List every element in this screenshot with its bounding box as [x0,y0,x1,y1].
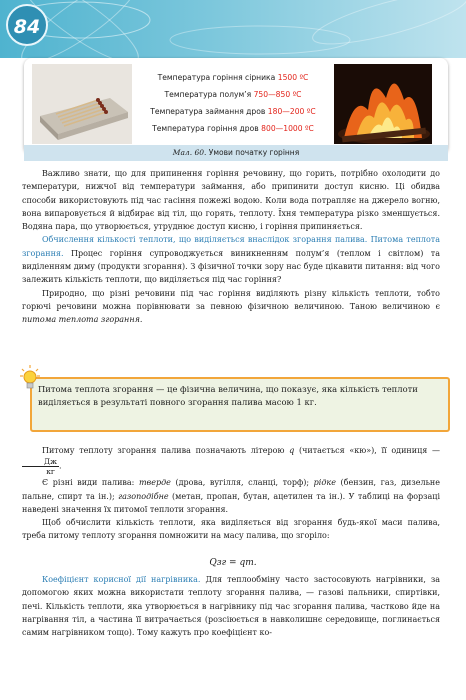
body-text-lower [22,444,440,543]
page-number: 84 [6,4,48,46]
temp-line-flame: Температура полум’я 750—850 ºС [164,90,302,99]
temperature-list [134,69,332,137]
unit-fraction: $\frac{Дж}{кг}$ [22,457,59,476]
paragraph-extinguishing: Важливо знати, що для припинення горіння речовину, що горить, потрібно охолодити до температури, нижчої від температури займання, або припинити доступ кисню. Ці обидва способи використовують під час гасіння пожежі водою. Коли вода потрапляє на джерело вогню, вона випаровується й відбирає від тіл, що горять, теплоту. Їхня температура різко зменшується. Водяна пара, що утворюється, утруднює доступ кисню, і горіння припиняється. [22,169,440,232]
definition-box [22,377,450,432]
matches-photo [32,64,132,144]
body-text-upper [22,167,440,327]
atom-pattern-decoration [0,0,466,58]
temp-line-wood: Температура горіння дров 800—1000 ºС [152,124,314,133]
section-heading-efficiency: Коефіцієнт корисної дії нагрівника. [42,575,201,584]
paragraph-heat-combustion: Обчислення кількості теплоти, що виділяється внаслідок згорання палива. Питома теплота згорання. Процес горіння супроводжується виникненням полум’я (теплом і світлом) та виділенням диму (продукти згорання). З фізичної точки зору нас буде цікавити питання: від чого залежить кількість теплоти, що виділяється під час горіння? [22,235,440,285]
fire-photo [334,64,432,144]
paragraph-different-substances: Природно, що різні речовини під час горіння виділяють різну кількість теплоти, тобто горючі речовини можна порівнювати за певною фізичною величиною. Таною величиною є питома теплота згорання. [22,288,440,325]
header-band [0,0,466,58]
paragraph-symbol-q: Питому теплоту згорання палива позначають літерою q (читається «кю»), її одиниця — $\frac{Дж}{кг}$ . [22,444,440,476]
formula-heat: Qзг = qm. [209,558,257,568]
body-text-efficiency [22,573,440,639]
paragraph-efficiency: Коефіцієнт корисної дії нагрівника. Для теплообміну часто застосовують нагрівники, за допомогою яких можна використати теплоту згорання палива, — газові пальники, спиртівки, печі. Кількість теплоти, яка утворюється в нагрівнику під час згорання палива, частково йде на нагрівання тіл, а частина її витрачається (розсіюється в навколишнє середовище, поглинається самим нагрівником тощо). Тому кажуть про коефіцієнт ко- [22,575,440,638]
definition-text: Питома теплота згорання — це фізична величина, що показує, яка кількість теплоти виділяється в результаті повного згорання палива масою 1 кг. [38,384,418,408]
paragraph-fuel-types: Є різні види палива: тверде (дрова, вугілля, сланці, торф); рідке (бензин, газ, дизельне пальне, спирт та ін.); газоподібне (метан, пропан, бутан, ацетилен та ін.). У таблиці на форзаці наведені значення їх питомої теплоти згорання. [22,478,441,514]
paragraph-calculation: Щоб обчислити кількість теплоти, яка виділяється від згорання будь-якої маси палива, треба питому теплоту згорання помножити на масу палива, що згоріло: [22,518,440,541]
figure-caption: Мал. 60. Умови початку горіння [24,145,448,161]
lightbulb-icon [20,365,40,391]
section-heading-combustion: Обчислення кількості теплоти, що виділяється внаслідок згорання палива. Питома теплота згорання. [22,235,440,258]
temp-line-ignition: Температура займання дров 180—200 ºС [150,107,316,116]
temp-line-match: Температура горіння сірника 1500 ºС [157,73,309,82]
figure-panel [24,58,448,154]
